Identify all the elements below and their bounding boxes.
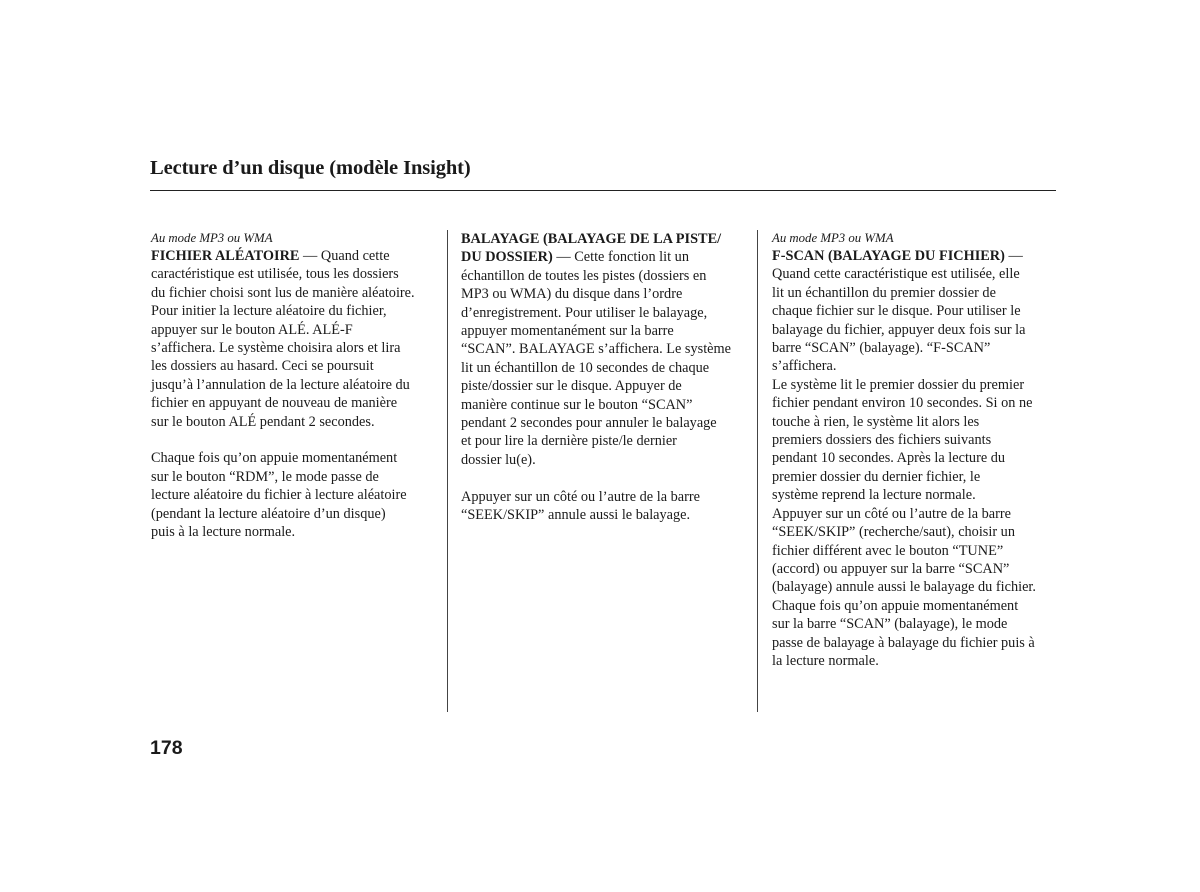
em-dash: — (552, 249, 575, 266)
body-line: sur le bouton ALÉ pendant 2 secondes. (151, 413, 375, 430)
body-line: fichier en appuyant de nouveau de manière (151, 395, 398, 412)
body-line: les dossiers au hasard. Ceci se poursuit (151, 358, 374, 375)
body-line: Cette fonction lit un (574, 249, 689, 266)
body-line: d’enregistrement. Pour utiliser le balayage, (461, 304, 708, 321)
body-line: Chaque fois qu’on appuie momentanément (772, 597, 1019, 614)
body-line: balayage du fichier, appuyer deux fois sur la (772, 321, 1026, 338)
body-line: jusqu’à l’annulation de la lecture aléatoire du (151, 376, 410, 393)
body-line: puis à la lecture normale. (151, 524, 296, 541)
body-line: Pour initier la lecture aléatoire du fichier, (151, 303, 387, 320)
body-line: et pour lire la dernière piste/le dernier (461, 433, 677, 450)
body-line: premier dossier du dernier fichier, le (772, 468, 981, 485)
page-number: 178 (150, 737, 183, 759)
body-line: MP3 ou WMA) du disque dans l’ordre (461, 286, 683, 303)
mode-note: Au mode MP3 ou WMA (151, 231, 273, 245)
section-heading-line1 (461, 230, 731, 248)
body-line: sur la barre “SCAN” (balayage), le mode (772, 616, 1008, 633)
column-f-scan (772, 230, 1036, 670)
em-dash: — (1004, 248, 1023, 264)
first-line (151, 247, 415, 265)
column-balayage (461, 230, 731, 524)
body-line: Le système lit le premier dossier du premier (772, 376, 1025, 393)
column-divider-2 (757, 230, 758, 712)
body-line: la lecture normale. (772, 652, 879, 669)
body-line: Chaque fois qu’on appuie momentanément (151, 450, 398, 467)
body-line: du fichier choisi sont lus de manière aléatoire. (151, 284, 415, 301)
body-line: (accord) ou appuyer sur la barre “SCAN” (772, 560, 1010, 577)
body-line: chaque fichier sur le disque. Pour utiliser le (772, 303, 1021, 320)
body-line: sur le bouton “RDM”, le mode passe de (151, 468, 379, 485)
body-line: lecture aléatoire du fichier à lecture aléatoire (151, 487, 407, 504)
body-line: “SEEK/SKIP” annule aussi le balayage. (461, 507, 691, 524)
body-line: appuyer momentanément sur la barre (461, 323, 674, 340)
body-line: manière continue sur le bouton “SCAN” (461, 396, 693, 413)
body-line: (pendant la lecture aléatoire d’un disque) (151, 505, 386, 522)
body-line: échantillon de toutes les pistes (dossiers en (461, 267, 707, 284)
column-divider-1 (447, 230, 448, 712)
mode-note: Au mode MP3 ou WMA (772, 231, 894, 245)
section-heading: FICHIER ALÉATOIRE (151, 248, 300, 264)
paragraph-gap (461, 469, 731, 487)
body-line: s’affichera. (772, 358, 837, 375)
body-line: Appuyer sur un côté ou l’autre de la barre (772, 505, 1011, 522)
page-title: Lecture d’un disque (modèle Insight) (150, 157, 471, 179)
title-rule (150, 190, 1056, 191)
body-line: s’affichera. Le système choisira alors et lira (151, 340, 401, 357)
column-fichier-aleatoire (151, 230, 415, 541)
body-line: caractéristique est utilisée, tous les dossiers (151, 266, 399, 283)
body-line: lit un échantillon de 10 secondes de chaque (461, 359, 710, 376)
body-line: barre “SCAN” (balayage). “F-SCAN” (772, 340, 991, 357)
body-line: Quand cette (320, 248, 390, 264)
body-line: “SEEK/SKIP” (recherche/saut), choisir un (772, 524, 1015, 541)
body-line: système reprend la lecture normale. (772, 487, 976, 504)
body-line: touche à rien, le système lit alors les (772, 413, 980, 430)
em-dash: — (299, 248, 321, 264)
body-line: appuyer sur le bouton ALÉ. ALÉ-F (151, 321, 353, 338)
body-line: pendant 10 secondes. Après la lecture du (772, 450, 1006, 467)
section-heading: BALAYAGE (BALAYAGE DE LA PISTE/ (461, 231, 722, 247)
body-line: fichier pendant environ 10 secondes. Si on ne (772, 395, 1033, 412)
body-line: lit un échantillon du premier dossier de (772, 284, 996, 301)
section-heading: DU DOSSIER) (461, 249, 553, 266)
body-line: fichier différent avec le bouton “TUNE” (772, 542, 1004, 559)
section-heading: F-SCAN (BALAYAGE DU FICHIER) (772, 248, 1005, 264)
body-line: Appuyer sur un côté ou l’autre de la barre (461, 488, 700, 505)
body-line: Quand cette caractéristique est utilisée, elle (772, 266, 1020, 283)
body-line: (balayage) annule aussi le balayage du fichier. (772, 579, 1036, 596)
paragraph-gap (151, 431, 415, 449)
first-line (772, 247, 1036, 265)
first-line (461, 248, 731, 266)
body-line: dossier lu(e). (461, 451, 536, 468)
body-line: piste/dossier sur le disque. Appuyer de (461, 378, 682, 395)
body-line: “SCAN”. BALAYAGE s’affichera. Le système (461, 341, 731, 358)
body-line: premiers dossiers des fichiers suivants (772, 432, 992, 449)
body-line: pendant 2 secondes pour annuler le balayage (461, 415, 717, 432)
body-line: passe de balayage à balayage du fichier puis à (772, 634, 1035, 651)
